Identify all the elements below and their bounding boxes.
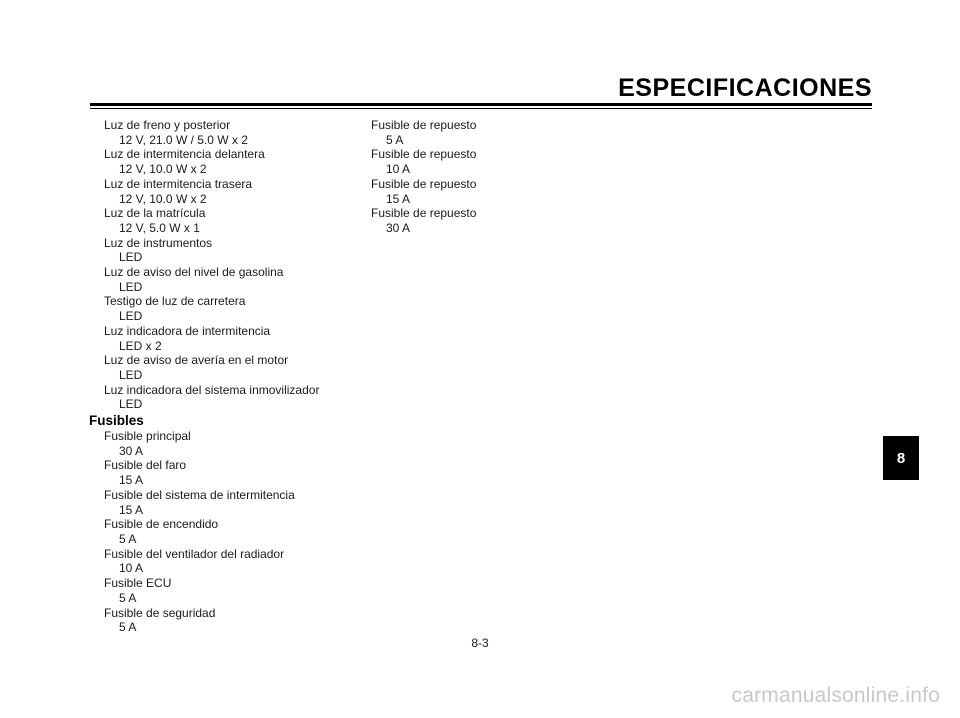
spec-item-value: 15 A (119, 502, 144, 517)
spec-item-name: Luz de aviso del nivel de gasolina (104, 265, 284, 280)
spec-item-value: 5 A (119, 531, 137, 546)
spec-item-value: LED (119, 397, 143, 412)
spec-item-name: Fusible del sistema de intermitencia (104, 487, 295, 502)
spec-item-value: 12 V, 10.0 W x 2 (119, 191, 207, 206)
right-spec-column (371, 118, 571, 236)
header-rule-thin (90, 108, 872, 109)
spec-item (371, 118, 571, 147)
spec-item-value: 15 A (119, 473, 144, 488)
spec-item (104, 147, 374, 176)
spec-item (104, 324, 374, 353)
spec-item-name: Fusible de repuesto (371, 206, 477, 221)
spec-item (104, 236, 374, 265)
spec-item (104, 177, 374, 206)
spec-item-value: 10 A (119, 561, 144, 576)
spec-item-name: Luz de intermitencia delantera (104, 147, 265, 162)
spec-item (104, 429, 374, 458)
spec-item-name: Testigo de luz de carretera (104, 294, 246, 309)
spec-item (104, 353, 374, 382)
spec-item-value: LED (119, 309, 143, 324)
left-spec-column (89, 118, 374, 635)
spec-item (371, 177, 571, 206)
spec-item (104, 118, 374, 147)
chapter-tab[interactable] (883, 436, 919, 480)
spec-item-name: Luz de freno y posterior (104, 118, 231, 132)
spec-item (371, 206, 571, 235)
spec-item-name: Fusible de seguridad (104, 605, 216, 620)
spec-item-name: Fusible de repuesto (371, 118, 477, 132)
chapter-tab-label: 8 (896, 449, 906, 467)
section-title: ESPECIFICACIONES (618, 74, 872, 102)
spec-item-value: 12 V, 21.0 W / 5.0 W x 2 (119, 132, 248, 147)
spec-item (104, 606, 374, 635)
spec-item (104, 265, 374, 294)
spec-item-value: 5 A (386, 132, 404, 147)
watermark: carmanualsonline.info (731, 684, 940, 707)
spec-item-name: Luz de la matrícula (104, 206, 206, 221)
spec-item (104, 547, 374, 576)
spec-item (104, 458, 374, 487)
page-number: 8-3 (471, 636, 489, 650)
spec-item-value: 12 V, 10.0 W x 2 (119, 162, 207, 177)
spec-item-value: LED (119, 250, 143, 265)
spec-item (104, 206, 374, 235)
spec-item-name: Fusible de repuesto (371, 176, 477, 191)
spec-item-value: LED (119, 279, 143, 294)
spec-item-name: Fusible ECU (104, 576, 172, 591)
spec-item-name: Fusible del ventilador del radiador (104, 546, 285, 561)
spec-item (104, 294, 374, 323)
spec-item-value: 10 A (386, 162, 411, 177)
spec-item-name: Luz indicadora de intermitencia (104, 323, 271, 338)
spec-item-name: Fusible de encendido (104, 517, 219, 532)
spec-item-value: 30 A (386, 220, 411, 235)
spec-item-value: 30 A (119, 443, 144, 458)
spec-item-value: LED x 2 (119, 338, 162, 353)
spec-item-value: 15 A (386, 191, 411, 206)
spec-item (104, 517, 374, 546)
spec-item-name: Luz de aviso de avería en el motor (104, 353, 289, 368)
spec-item-value: 5 A (119, 590, 137, 605)
spec-item (104, 488, 374, 517)
spec-item-name: Luz indicadora del sistema inmovilizador (104, 382, 320, 397)
spec-item (104, 383, 374, 412)
header-rule-thick (90, 103, 872, 106)
spec-item (104, 576, 374, 605)
spec-item-name: Fusible de repuesto (371, 147, 477, 162)
spec-item-name: Fusible del faro (104, 458, 187, 473)
spec-item-value: 5 A (119, 620, 137, 635)
spec-item-name: Luz de instrumentos (104, 235, 213, 250)
spec-item-name: Fusible principal (104, 429, 191, 444)
spec-item-value: 12 V, 5.0 W x 1 (119, 220, 200, 235)
fuses-heading: Fusibles (89, 413, 144, 429)
spec-item-name: Luz de intermitencia trasera (104, 176, 253, 191)
spec-item-value: LED (119, 367, 143, 382)
spec-item (371, 147, 571, 176)
